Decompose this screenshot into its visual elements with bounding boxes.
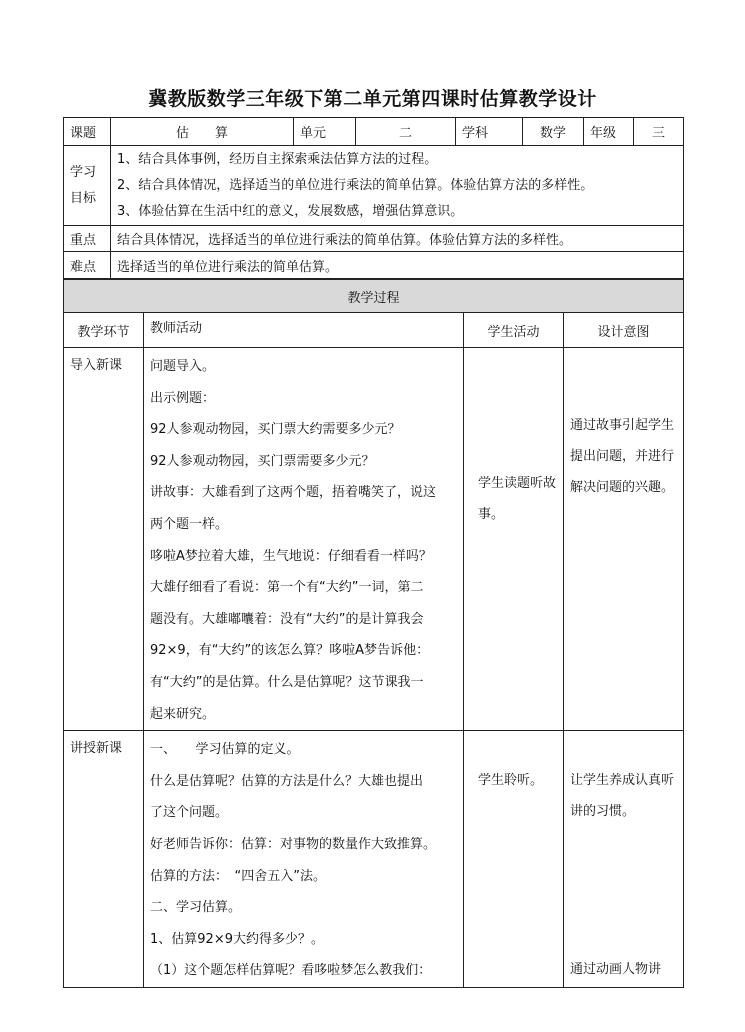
teacher-line: 出示例题： [150, 390, 216, 406]
stage-new-lesson: 讲授新课 [64, 731, 144, 988]
subject-value: 数学 [523, 118, 584, 146]
design-intent-intro [564, 348, 684, 731]
grade-value: 三 [634, 118, 684, 146]
teacher-line: 有“大约”的是估算。什么是估算呢？这节课我一 [150, 674, 424, 690]
teacher-line: （1）这个题怎样估算呢？看哆啦梦怎么教我们： [150, 963, 432, 979]
teacher-activity-intro [144, 348, 464, 731]
teacher-line: 一、 学习估算的定义。 [150, 742, 300, 758]
difficulty-value: 选择适当的单位进行乘法的简单估算。 [111, 252, 684, 279]
student-text: 学生聆听。 [478, 773, 544, 789]
goals-label-line-2: 目标 [70, 190, 97, 206]
key-point-label: 重点 [64, 226, 111, 252]
teacher-line: 什么是估算呢？估算的方法是什么？大雄也提出 [150, 773, 424, 789]
goal-item: 1、结合具体事例，经历自主探索乘法估算方法的过程。 [117, 151, 438, 167]
teacher-line: 92×9，有“大约”的该怎么算？哆啦A梦告诉他： [150, 643, 430, 659]
header-design: 设计意图 [564, 313, 684, 348]
teacher-line: 了这个问题。 [150, 805, 229, 821]
goal-item: 2、结合具体情况，选择适当的单位进行乘法的简单估算。体验估算方法的多样性。 [117, 177, 594, 193]
teacher-line: 题没有。大雄嘟囔着：没有“大约”的是计算我会 [150, 611, 424, 627]
lesson-label: 课题 [64, 118, 111, 146]
teacher-line: 92人参观动物园，买门票大约需要多少元？ [150, 422, 401, 438]
teacher-line: 1、估算92×9大约得多少？。 [150, 931, 324, 947]
student-activity-new-lesson [464, 731, 564, 988]
difficulty-label: 难点 [64, 252, 111, 279]
student-text: 学生读题听故事。 [478, 476, 557, 522]
unit-value: 二 [356, 118, 456, 146]
header-student: 学生活动 [464, 313, 564, 348]
teacher-line: 起来研究。 [150, 706, 216, 722]
teacher-line: 估算的方法： “四舍五入”法。 [150, 868, 326, 884]
subject-label: 学科 [456, 118, 523, 146]
process-banner: 教学过程 [64, 280, 684, 313]
teacher-line: 两个题一样。 [150, 516, 229, 532]
grade-label: 年级 [584, 118, 634, 146]
goals-label [64, 146, 111, 226]
design-text: 通过故事引起学生提出问题，并进行解决问题的兴趣。 [570, 418, 675, 495]
goal-item: 3、体验估算在生活中红的意义，发展数感，增强估算意识。 [117, 203, 464, 219]
teacher-line: 大雄仔细看了看说：第一个有“大约”一词，第二 [150, 580, 424, 596]
goals-label-line-1: 学习 [70, 164, 97, 180]
teacher-line: 好老师告诉你：估算：对事物的数量作大致推算。 [150, 836, 437, 852]
stage-intro: 导入新课 [64, 348, 144, 731]
teacher-line: 问题导入。 [150, 359, 216, 374]
design-text: 让学生养成认真听讲的习惯。 [570, 773, 675, 820]
lesson-info-table [63, 117, 684, 279]
teaching-process-table [63, 279, 684, 988]
lesson-value: 估 算 [111, 118, 294, 146]
teacher-line: 92人参观动物园，买门票需要多少元？ [150, 453, 375, 469]
goals-list [111, 146, 684, 226]
student-activity-intro [464, 348, 564, 731]
key-point-value: 结合具体情况，选择适当的单位进行乘法的简单估算。体验估算方法的多样性。 [111, 226, 684, 252]
teacher-activity-new-lesson [144, 731, 464, 988]
header-teacher: 教师活动 [144, 313, 464, 348]
header-stage: 教学环节 [64, 313, 144, 348]
teacher-line: 哆啦A梦拉着大雄，生气地说：仔细看看一样吗？ [150, 548, 432, 564]
design-text-continued: 通过动画人物讲 [570, 961, 662, 977]
document-title: 冀教版数学三年级下第二单元第四课时估算教学设计 [148, 88, 597, 110]
design-intent-new-lesson [564, 731, 684, 988]
teacher-line: 二、学习估算。 [150, 900, 242, 916]
teacher-line: 讲故事：大雄看到了这两个题，捂着嘴笑了，说这 [150, 485, 437, 501]
unit-label: 单元 [294, 118, 356, 146]
